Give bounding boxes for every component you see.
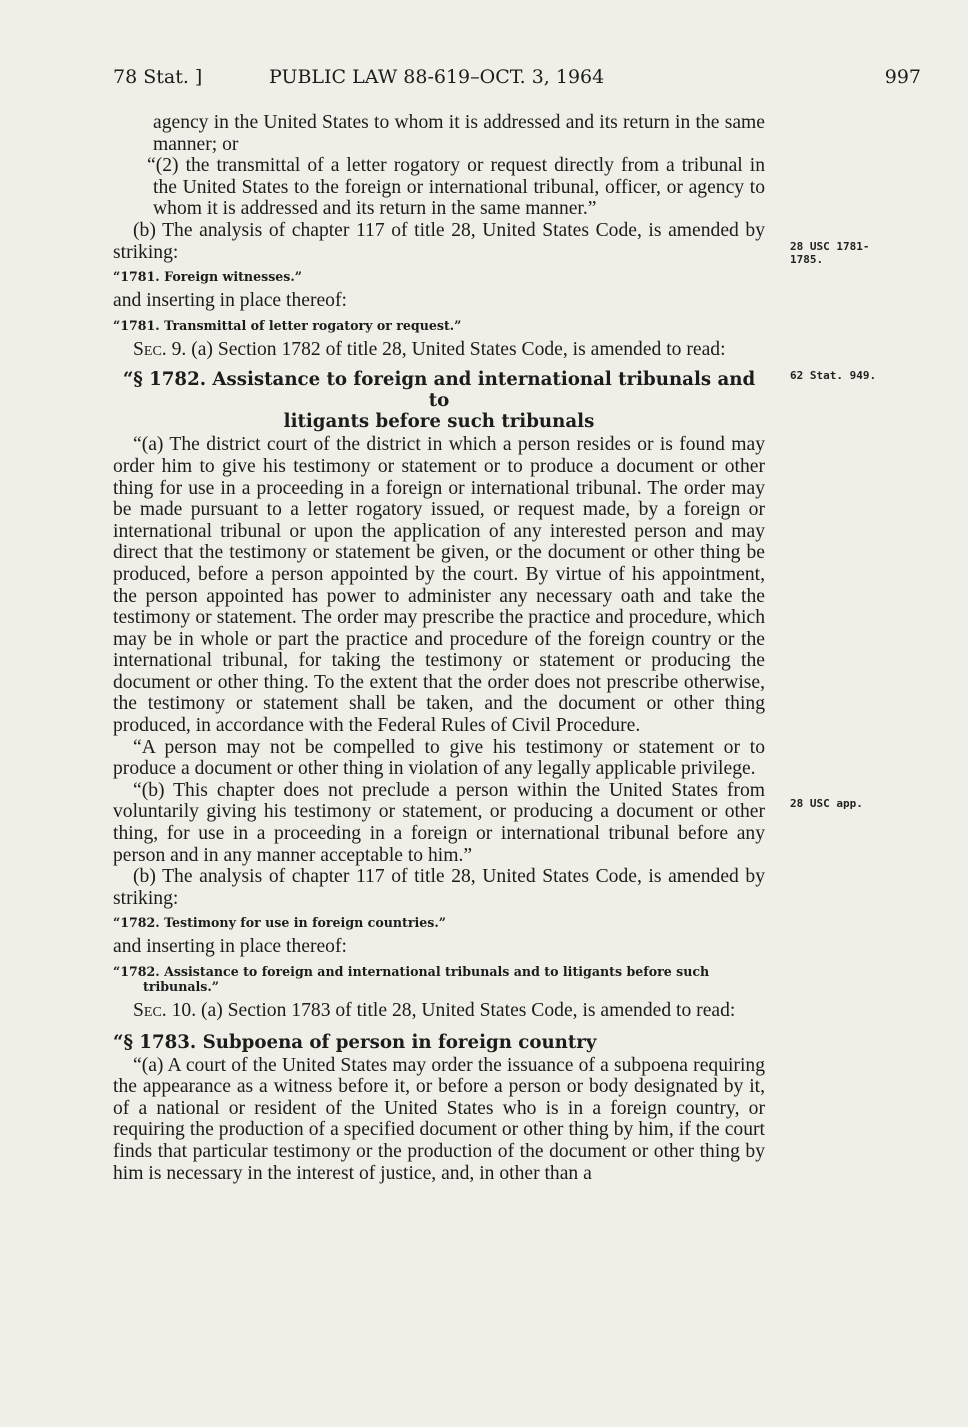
section-heading-1783: “§ 1783. Subpoena of person in foreign country <box>113 1031 597 1053</box>
paragraph: “A person may not be compelled to give his testimony or statement or to produce a document or other thing in violation of any legally applicable privilege. <box>113 736 765 780</box>
paragraph: and inserting in place thereof: <box>113 936 347 958</box>
section-heading-1782 <box>113 369 765 432</box>
page-number: 997 <box>884 66 921 88</box>
paragraph: “(a) A court of the United States may order the issuance of a subpoena requiring the appearance as a witness before it, or before a person or body designated by it, of a national or resident of the United States who is in a foreign country, or requiring the production of a specified document or other thing by him, if the court finds that particular testimony or the production of the document or other thing by him is necessary in the interest of justice, and, in other than a <box>113 1054 765 1184</box>
paragraph: “(2) the transmittal of a letter rogatory or request directly from a tribunal in the United States to the foreign or international tribunal, officer, or agency to whom it is addressed and its return in the same manner.” <box>147 155 765 220</box>
statute-reference: 78 Stat. ] <box>113 66 203 88</box>
analysis-entry: “1781. Foreign witnesses.” <box>113 269 303 285</box>
section-paragraph <box>113 1000 765 1022</box>
paragraph: and inserting in place thereof: <box>113 290 347 312</box>
page-header <box>113 66 921 96</box>
section-label: Sec. <box>133 338 167 360</box>
paragraph: agency in the United States to whom it is addressed and its return in the same manner; or <box>153 112 765 155</box>
paragraph: (b) The analysis of chapter 117 of title 28, United States Code, is amended by striking: <box>113 219 765 263</box>
section-paragraph <box>113 339 765 361</box>
margin-note-62stat: 62 Stat. 949. <box>790 369 877 382</box>
heading-line: litigants before such tribunals <box>283 411 595 433</box>
paragraph: “(a) The district court of the district in which a person resides or is found may order him to give his testimony or statement or to produce a document or other thing for use in a proceeding in a foreign or international tribunal. The order may be made pursuant to a letter rogatory issued, or request made, by a foreign or international tribunal or upon the application of any interested person and may direct that the testimony or statement be given, or the document or other thing be produced, before a person appointed by the court. By virtue of his appointment, the person appointed has power to administer any necessary oath and take the testimony or statement. The order may prescribe the practice and procedure, which may be in whole or part the practice and procedure of the foreign country or the international tribunal, for taking the testimony or statement or producing the document or other thing. To the extent that the order does not prescribe otherwise, the testimony or statement shall be taken, and the document or other thing produced, in accordance with the Federal Rules of Civil Procedure. <box>113 434 765 737</box>
statute-body <box>113 112 765 1184</box>
paragraph: (b) The analysis of chapter 117 of title 28, United States Code, is amended by striking: <box>113 866 765 909</box>
margin-note-28usc-1781 <box>790 240 869 266</box>
analysis-entry: “1782. Testimony for use in foreign countries.” <box>113 915 447 931</box>
analysis-entry: “1781. Transmittal of letter rogatory or request.” <box>113 317 462 333</box>
public-law-title: PUBLIC LAW 88-619–OCT. 3, 1964 <box>269 66 605 88</box>
margin-note-line: 1785. <box>790 253 824 266</box>
section-text: 10. (a) Section 1783 of title 28, United States Code, is amended to read: <box>171 1000 736 1021</box>
heading-line: “§ 1782. Assistance to foreign and international tribunals and to <box>122 369 756 412</box>
paragraph: “(b) This chapter does not preclude a person within the United States from voluntarily giving his testimony or statement, or producing a document or other thing, for use in a proceeding in a foreign or international tribunal before any person and in any manner acceptable to him.” <box>113 779 765 866</box>
analysis-entry: “1782. Assistance to foreign and international tribunals and to litigants before such tribunals.” <box>113 964 710 994</box>
section-text: 9. (a) Section 1782 of title 28, United States Code, is amended to read: <box>171 338 726 360</box>
margin-note-28usc-app: 28 USC app. <box>790 797 863 810</box>
margin-note-line: 28 USC 1781- <box>790 240 870 253</box>
section-label: Sec. <box>133 1000 167 1021</box>
